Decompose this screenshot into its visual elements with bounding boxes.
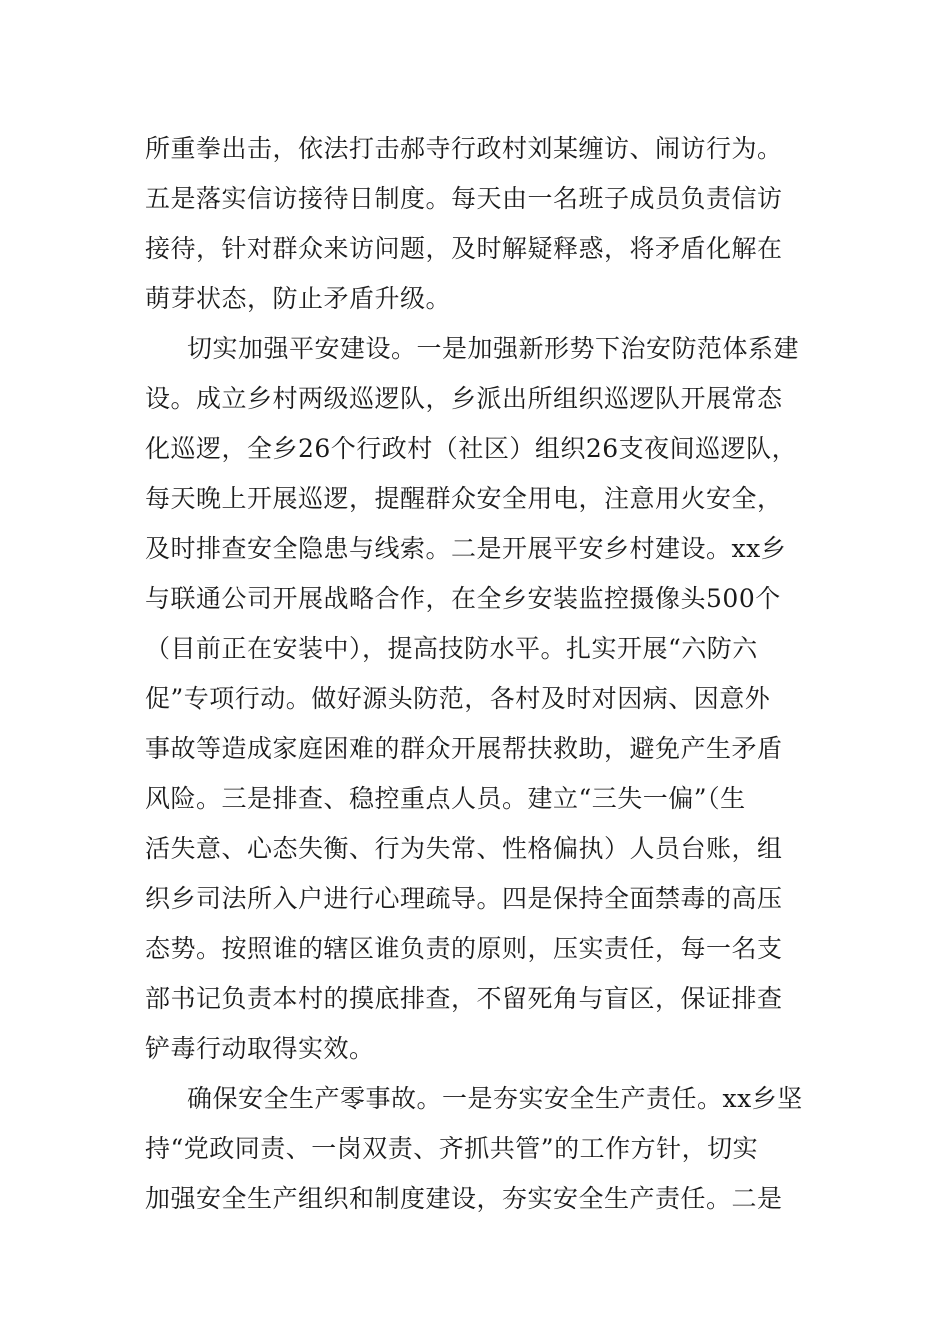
text-line: 及时排查安全隐患与线索。二是开展平安乡村建设。xx乡 [145, 534, 787, 563]
text-line: 持“党政同责、一岗双责、齐抓共管”的工作方针，切实 [145, 1134, 759, 1163]
text-line: 萌芽状态，防止矛盾升级。 [145, 284, 452, 313]
paragraph-2 [145, 324, 825, 1074]
text-line: 切实加强平安建设。一是加强新形势下治安防范体系建 [187, 334, 800, 363]
text-line: 活失意、心态失衡、行为失常、性格偏执）人员台账，组 [145, 834, 783, 863]
body-text [145, 124, 825, 1224]
text-line: 五是落实信访接待日制度。每天由一名班子成员负责信访 [145, 184, 783, 213]
paragraph-3 [145, 1074, 825, 1224]
text-line: 态势。按照谁的辖区谁负责的原则，压实责任，每一名支 [145, 934, 783, 963]
text-line: 促”专项行动。做好源头防范，各村及时对因病、因意外 [145, 684, 771, 713]
text-line: 与联通公司开展战略合作，在全乡安装监控摄像头500个 [145, 584, 781, 613]
text-line: 接待，针对群众来访问题，及时解疑释惑，将矛盾化解在 [145, 234, 783, 263]
text-line: 确保安全生产零事故。一是夯实安全生产责任。xx乡坚 [187, 1084, 803, 1113]
text-line: 织乡司法所入户进行心理疏导。四是保持全面禁毒的高压 [145, 884, 783, 913]
text-line: 风险。三是排查、稳控重点人员。建立“三失一偏”（生 [145, 784, 746, 813]
text-line: 所重拳出击，依法打击郝寺行政村刘某缠访、闹访行为。 [145, 134, 783, 163]
text-line: 加强安全生产组织和制度建设，夯实安全生产责任。二是 [145, 1184, 783, 1213]
text-line: 每天晚上开展巡逻，提醒群众安全用电，注意用火安全， [145, 484, 783, 513]
text-line: 设。成立乡村两级巡逻队，乡派出所组织巡逻队开展常态 [145, 384, 783, 413]
text-line: 化巡逻，全乡26个行政村（社区）组织26支夜间巡逻队， [145, 434, 798, 463]
text-line: （目前正在安装中），提高技防水平。扎实开展“六防六 [145, 634, 758, 663]
text-line: 部书记负责本村的摸底排查，不留死角与盲区，保证排查 [145, 984, 783, 1013]
text-line: 铲毒行动取得实效。 [145, 1034, 375, 1063]
text-line: 事故等造成家庭困难的群众开展帮扶救助，避免产生矛盾 [145, 734, 783, 763]
paragraph-1 [145, 124, 825, 324]
